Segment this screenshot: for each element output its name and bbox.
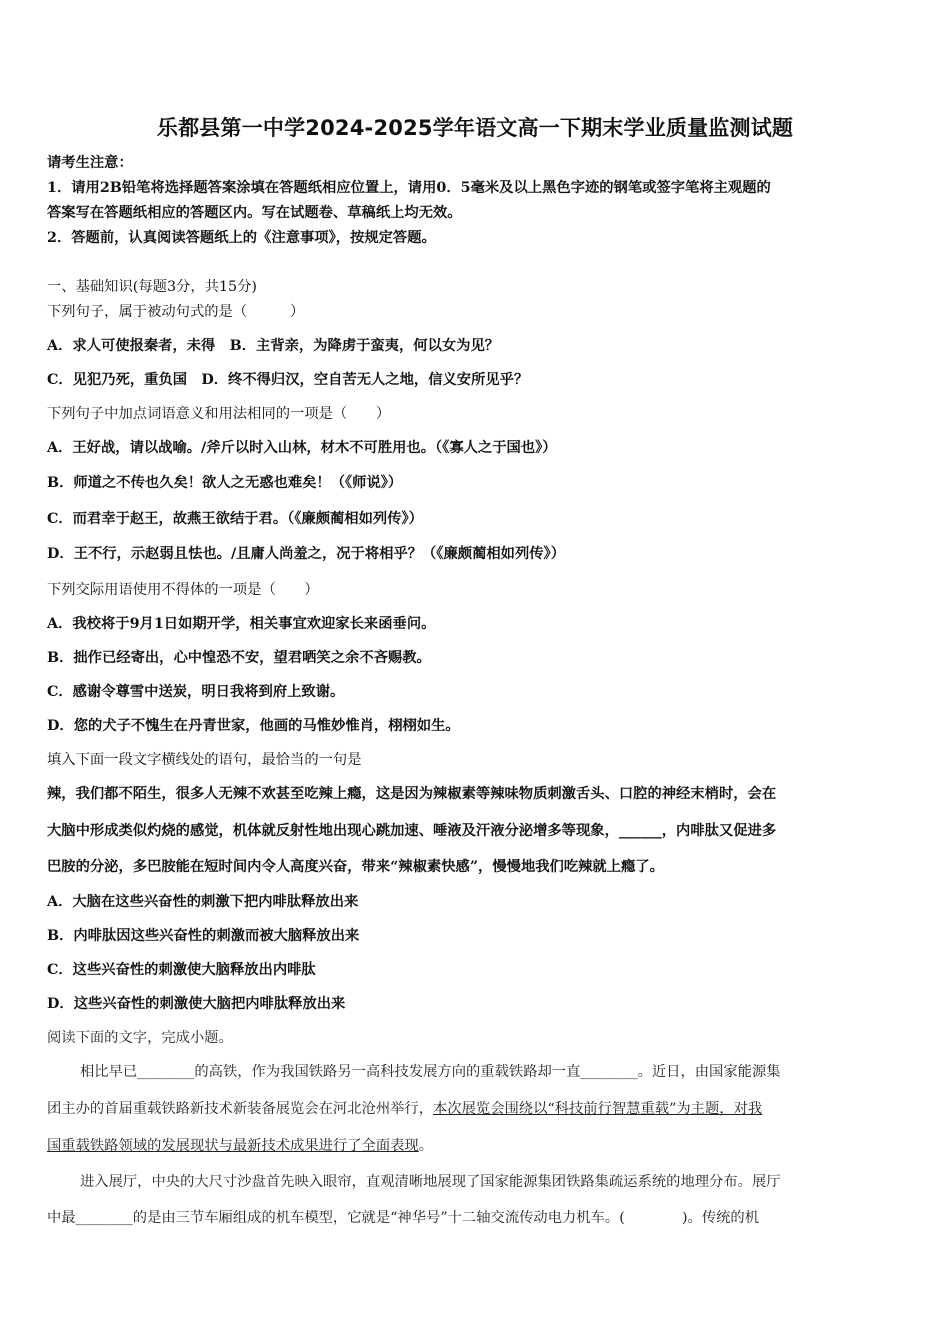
- notice-item-2: 2．答题前，认真阅读答题纸上的《注意事项》，按规定答题。: [47, 230, 436, 246]
- q4-passage-line-3: 巴胺的分泌，多巴胺能在短时间内令人高度兴奋，带来“辣椒素快感”，慢慢地我们吃辣就上瘾了。: [47, 859, 664, 875]
- section-1-heading: 一、基础知识(每题3分，共15分): [47, 279, 258, 295]
- q2-option-b: B．师道之不传也久矣！欲人之无惑也难矣！（《师说》）: [47, 475, 403, 491]
- reading-intro: 阅读下面的文字，完成小题。: [47, 1030, 233, 1046]
- q4-option-b: B．内啡肽因这些兴奋性的刺激而被大脑释放出来: [47, 928, 360, 944]
- notice-heading: 请考生注意：: [47, 155, 133, 171]
- reading-p1-line-2-text: 团主办的首届重载铁路新技术新装备展览会在河北沧州举行，: [47, 1101, 434, 1117]
- underlined-sentence-part-2: 国重载铁路领域的发展现状与最新技术成果进行了全面表现: [47, 1138, 419, 1154]
- q2-option-c: C．而君幸于赵王，故燕王欲结于君。（《廉颇蔺相如列传》）: [47, 511, 423, 527]
- q3-option-c: C．感谢令尊雪中送炭，明日我将到府上致谢。: [47, 684, 345, 700]
- notice-item-1-line-2: 答案写在答题纸相应的答题区内。写在试题卷、草稿纸上均无效。: [47, 205, 462, 221]
- reading-p2-line-1: 进入展厅，中央的大尺寸沙盘首先映入眼帘，直观清晰地展现了国家能源集团铁路集疏运系统的地理分布。展厅: [80, 1174, 781, 1190]
- q1-options-ab: A．求人可使报秦者，未得 B．主背亲，为降虏于蛮夷，何以女为见？: [47, 338, 500, 354]
- reading-p1-line-2: [47, 1098, 762, 1118]
- q4-passage-line-1: 辣，我们都不陌生，很多人无辣不欢甚至吃辣上瘾，这是因为辣椒素等辣味物质刺激舌头、口腔的神经末梢时，会在: [47, 786, 777, 802]
- reading-p2-line-2: 中最________的是由三节车厢组成的机车模型，它就是“神华号”十二轴交流传动电力机车。( )。传统的机: [47, 1210, 760, 1226]
- q1-stem: 下列句子，属于被动句式的是（ ）: [47, 304, 305, 320]
- notice-item-1-line-1: 1．请用2B铅笔将选择题答案涂填在答题纸相应位置上，请用0．5毫米及以上黑色字迹的钢笔或签字笔将主观题的: [47, 180, 771, 196]
- q4-option-d: D．这些兴奋性的刺激使大脑把内啡肽释放出来: [47, 996, 346, 1012]
- q1-options-cd: C．见犯乃死，重负国 D．终不得归汉，空自苦无人之地，信义安所见乎？: [47, 372, 529, 388]
- reading-p1-line-1: 相比早已________的高铁，作为我国铁路另一高科技发展方向的重载铁路却一直________。近日，由国家能源集: [80, 1064, 781, 1080]
- q3-stem: 下列交际用语使用不得体的一项是（ ）: [47, 582, 319, 598]
- q2-option-d: D．王不行，示赵弱且怯也。/且庸人尚羞之，况于将相乎？（《廉颇蔺相如列传》）: [47, 546, 566, 562]
- reading-p1-line-3: [47, 1135, 433, 1155]
- q3-option-a: A．我校将于9月1日如期开学，相关事宜欢迎家长来函垂问。: [47, 616, 436, 632]
- q4-stem: 填入下面一段文字横线处的语句，最恰当的一句是: [47, 752, 362, 768]
- q4-option-c: C．这些兴奋性的刺激使大脑释放出内啡肽: [47, 962, 316, 978]
- q4-option-a: A．大脑在这些兴奋性的刺激下把内啡肽释放出来: [47, 894, 359, 910]
- q3-option-b: B．拙作已经寄出，心中惶恐不安，望君哂笑之余不吝赐教。: [47, 650, 431, 666]
- q2-stem: 下列句子中加点词语意义和用法相同的一项是（ ）: [47, 406, 391, 422]
- reading-p1-line-3-end: 。: [418, 1138, 434, 1154]
- q2-option-a: A．王好战，请以战喻。/斧斤以时入山林，材木不可胜用也。（《寡人之于国也》）: [47, 440, 557, 456]
- q4-passage-line-2: 大脑中形成类似灼烧的感觉，机体就反射性地出现心跳加速、唾液及汗液分泌增多等现象，______，内啡肽又促进多: [47, 823, 777, 839]
- exam-title: 乐都县第一中学2024-2025学年语文高一下期末学业质量监测试题: [156, 116, 794, 140]
- underlined-sentence-part-1: 本次展览会围绕以“科技前行智慧重载”为主题，对我: [433, 1101, 763, 1117]
- q3-option-d: D．您的犬子不愧生在丹青世家，他画的马惟妙惟肖，栩栩如生。: [47, 718, 460, 734]
